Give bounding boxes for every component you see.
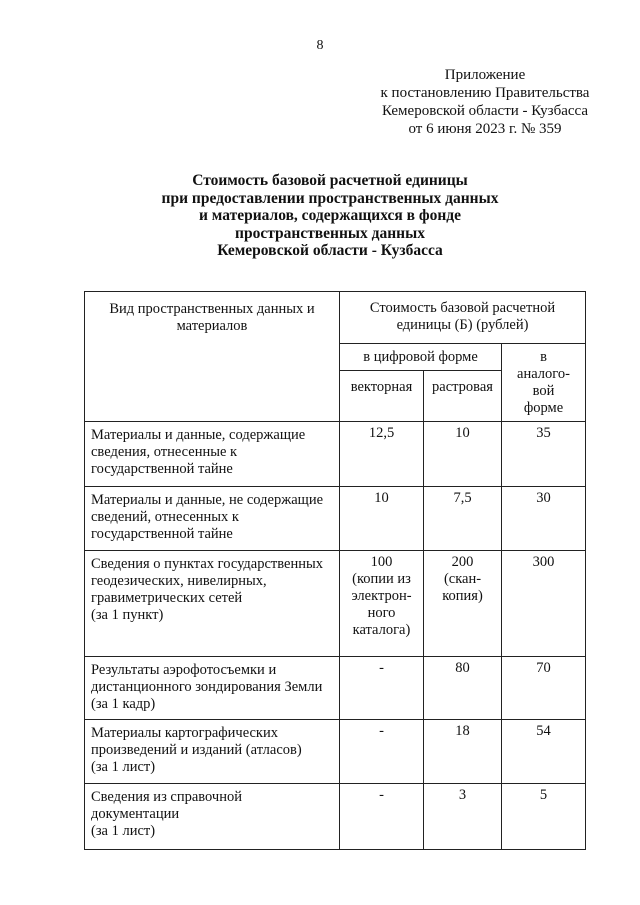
cell-text: 5 bbox=[539, 787, 548, 803]
row-raster-cell bbox=[424, 720, 502, 784]
row-analog-cell bbox=[502, 720, 586, 784]
header-text: вой bbox=[532, 383, 555, 399]
cell-text: Сведения из справочной bbox=[91, 789, 242, 805]
cell-text: электрон- bbox=[351, 588, 412, 604]
cell-text: (за 1 кадр) bbox=[91, 696, 156, 712]
row-raster-cell bbox=[424, 784, 502, 850]
cell-text: Материалы и данные, содержащие bbox=[91, 427, 306, 443]
cell-text: 10 bbox=[374, 490, 389, 506]
header-analog bbox=[502, 344, 586, 422]
appendix-line: Приложение bbox=[444, 67, 526, 83]
table-row bbox=[85, 422, 586, 487]
cell-text: 10 bbox=[455, 425, 470, 441]
cell-text: - bbox=[379, 660, 384, 676]
appendix-block bbox=[370, 66, 600, 138]
row-raster-cell bbox=[424, 487, 502, 551]
cell-text: документации bbox=[91, 806, 180, 822]
cell-text: 200 bbox=[451, 554, 474, 570]
row-vector-cell bbox=[340, 487, 424, 551]
cell-text: (за 1 лист) bbox=[91, 823, 156, 839]
cell-text: Материалы и данные, не содержащие bbox=[91, 492, 324, 508]
page-number: 8 bbox=[316, 38, 324, 53]
row-name-cell bbox=[85, 422, 340, 487]
row-analog-cell bbox=[502, 657, 586, 720]
row-vector-cell bbox=[340, 720, 424, 784]
header-text: аналого- bbox=[517, 366, 570, 382]
cost-table bbox=[84, 291, 586, 850]
document-title bbox=[80, 172, 580, 260]
cell-text: - bbox=[379, 787, 384, 803]
header-text: в bbox=[540, 349, 547, 365]
header-text: Вид пространственных данных и bbox=[109, 301, 315, 317]
cell-text: дистанционного зондирования Земли bbox=[91, 679, 323, 695]
cell-text: государственной тайне bbox=[91, 526, 233, 542]
cell-text: (за 1 пункт) bbox=[91, 607, 164, 623]
cell-text: (скан- bbox=[443, 571, 482, 587]
cell-text: Сведения о пунктах государственных bbox=[91, 556, 323, 572]
cell-text: 70 bbox=[536, 660, 551, 676]
row-name-cell bbox=[85, 657, 340, 720]
title-line: Стоимость базовой расчетной единицы bbox=[192, 172, 468, 189]
header-text: единицы (Б) (рублей) bbox=[396, 317, 529, 333]
cell-text: сведений, отнесенных к bbox=[91, 509, 239, 525]
cell-text: каталога) bbox=[352, 622, 411, 638]
title-line: при предоставлении пространственных данных bbox=[161, 189, 499, 207]
cell-text: - bbox=[379, 723, 384, 739]
appendix-line: к постановлению Правительства bbox=[380, 85, 590, 101]
table-row bbox=[85, 657, 586, 720]
row-raster-cell bbox=[424, 422, 502, 487]
cell-text: (за 1 лист) bbox=[91, 759, 156, 775]
row-raster-cell bbox=[424, 551, 502, 657]
cell-text: (копии из bbox=[352, 571, 411, 587]
cell-text: 300 bbox=[532, 554, 555, 570]
title-line: пространственных данных bbox=[235, 224, 425, 242]
cell-text: 35 bbox=[536, 425, 551, 441]
row-vector-cell bbox=[340, 784, 424, 850]
row-raster-cell bbox=[424, 657, 502, 720]
cell-text: государственной тайне bbox=[91, 461, 233, 477]
header-data-type bbox=[85, 292, 340, 422]
appendix-line: Кемеровской области - Кузбасса bbox=[381, 103, 589, 119]
cell-text: копия) bbox=[442, 588, 483, 604]
title-line: и материалов, содержащихся в фонде bbox=[198, 207, 462, 224]
header-row bbox=[85, 292, 586, 344]
cell-text: сведения, отнесенные к bbox=[91, 444, 238, 460]
header-raster: растровая bbox=[424, 371, 502, 422]
table-row bbox=[85, 784, 586, 850]
title-line: Кемеровской области - Кузбасса bbox=[217, 242, 443, 259]
row-name-cell bbox=[85, 487, 340, 551]
row-analog-cell bbox=[502, 784, 586, 850]
cell-text: 7,5 bbox=[453, 490, 472, 506]
cell-text: произведений и изданий (атласов) bbox=[91, 742, 302, 758]
header-cost bbox=[340, 292, 586, 344]
row-analog-cell bbox=[502, 422, 586, 487]
table-row bbox=[85, 720, 586, 784]
cell-text: Результаты аэрофотосъемки и bbox=[91, 662, 277, 678]
row-name-cell bbox=[85, 720, 340, 784]
row-vector-cell bbox=[340, 422, 424, 487]
table-row bbox=[85, 551, 586, 657]
cell-text: Материалы картографических bbox=[91, 725, 278, 741]
header-text: материалов bbox=[176, 318, 248, 334]
header-text: форме bbox=[523, 400, 564, 416]
header-digital: в цифровой форме bbox=[340, 344, 502, 371]
cell-text: геодезических, нивелирных, bbox=[91, 573, 267, 589]
cell-text: 80 bbox=[455, 660, 470, 676]
row-vector-cell bbox=[340, 657, 424, 720]
row-analog-cell bbox=[502, 487, 586, 551]
header-text: Стоимость базовой расчетной bbox=[369, 300, 556, 316]
row-vector-cell bbox=[340, 551, 424, 657]
cell-text: 18 bbox=[455, 723, 470, 739]
table-row bbox=[85, 487, 586, 551]
cell-text: 30 bbox=[536, 490, 551, 506]
cell-text: 100 bbox=[370, 554, 393, 570]
cell-text: ного bbox=[367, 605, 396, 621]
cell-text: 3 bbox=[458, 787, 467, 803]
header-vector: векторная bbox=[340, 371, 424, 422]
row-name-cell bbox=[85, 551, 340, 657]
row-analog-cell bbox=[502, 551, 586, 657]
cell-text: 12,5 bbox=[368, 425, 395, 441]
cell-text: 54 bbox=[536, 723, 551, 739]
row-name-cell bbox=[85, 784, 340, 850]
cell-text: гравиметрических сетей bbox=[91, 590, 243, 606]
appendix-line: от 6 июня 2023 г. № 359 bbox=[408, 121, 562, 137]
